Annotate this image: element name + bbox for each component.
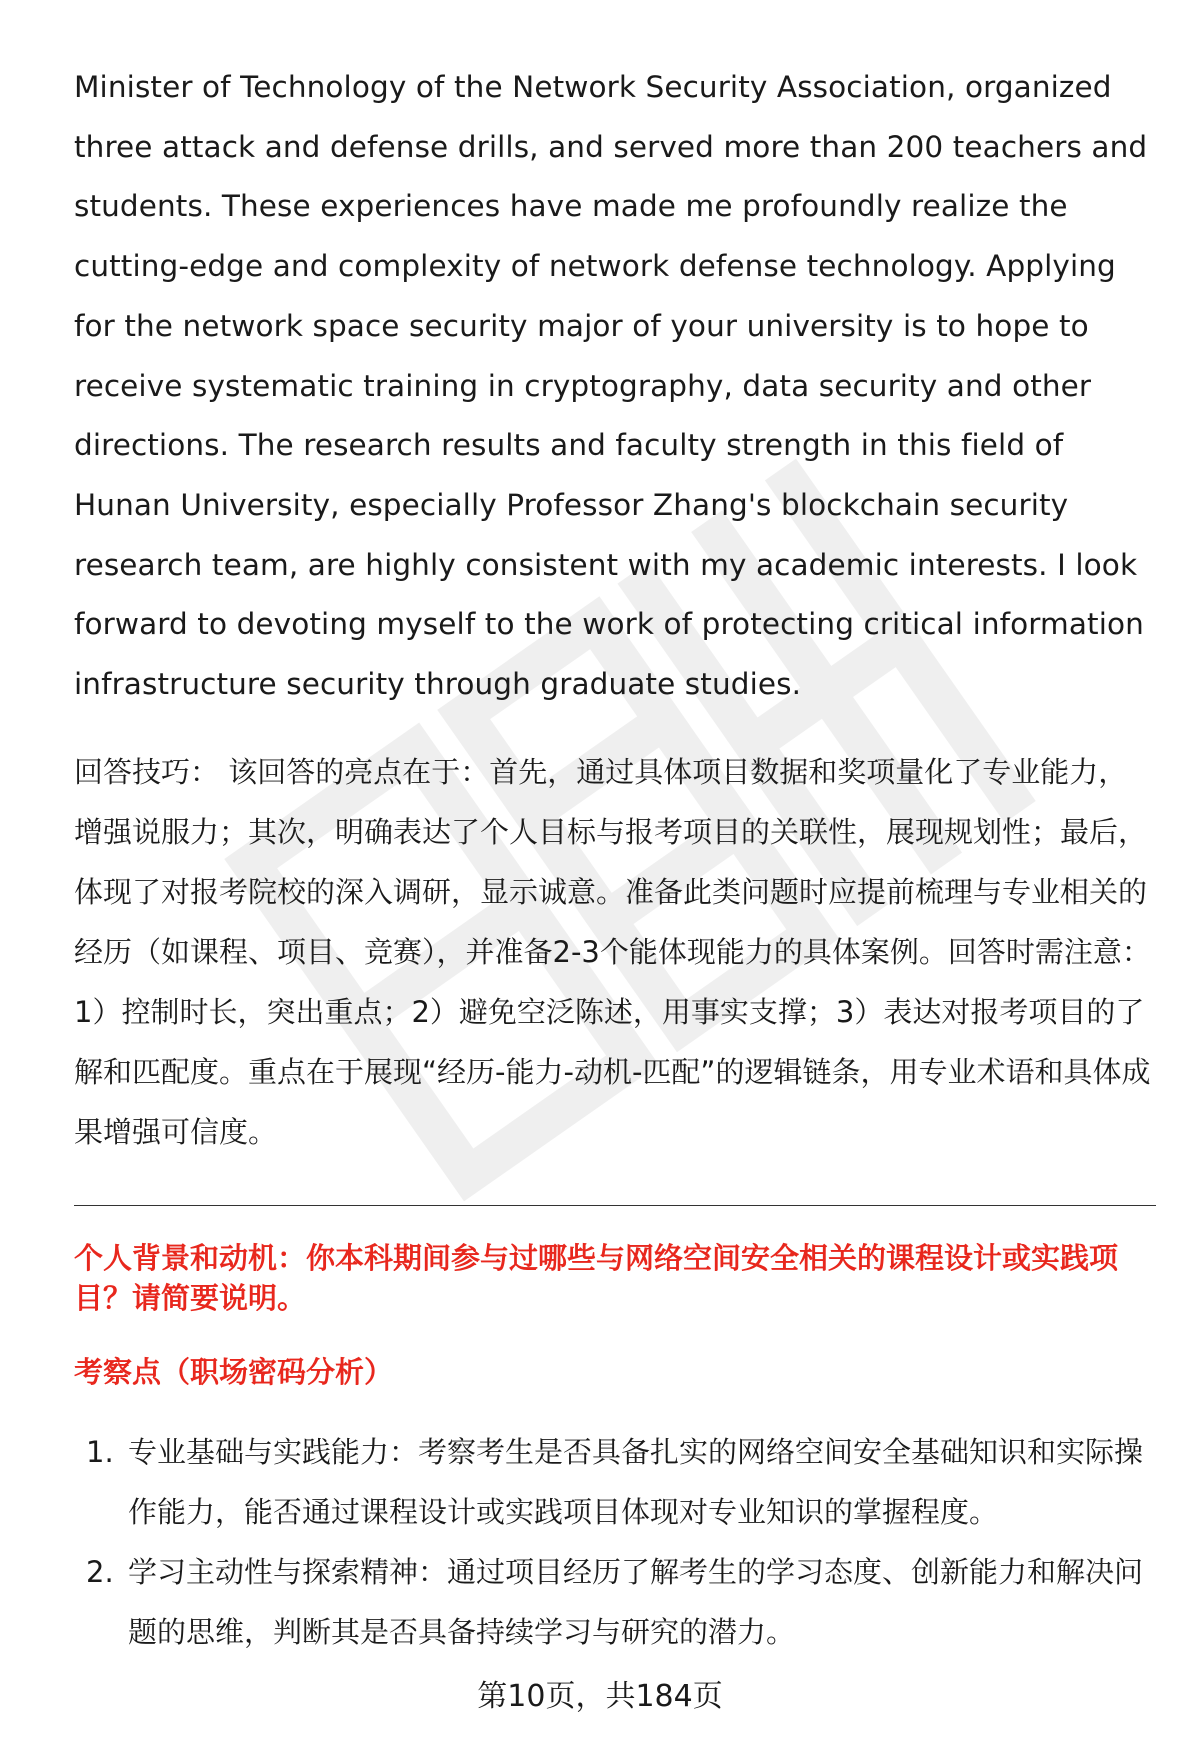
answer-tips-label: 回答技巧： xyxy=(74,755,220,789)
answer-tips-paragraph xyxy=(74,742,1154,1162)
section-divider xyxy=(74,1205,1156,1206)
page-footer: 第10页，共184页 xyxy=(477,1679,723,1714)
list-item-text: 专业基础与实践能力：考察考生是否具备扎实的网络空间安全基础知识和实际操作能力，能否通过课程设计或实践项目体现对专业知识的掌握程度。 xyxy=(128,1435,1144,1529)
answer-tips-text: 该回答的亮点在于：首先，通过具体项目数据和奖项量化了专业能力，增强说服力；其次，明确表达了个人目标与报考项目的关联性，展现规划性；最后，体现了对报考院校的深入调研，显示诚意。准备此类问题时应提前梳理与专业相关的经历（如课程、项目、竞赛），并准备2-3个能体现能力的具体案例。回答时需注意：1）控制时长，突出重点；2）避免空泛陈述，用事实支撑；3）表达对报考项目的了解和匹配度。重点在于展现“经历-能力-动机-匹配”的逻辑链条，用专业术语和具体成果增强可信度。 xyxy=(74,755,1151,1149)
list-item-text: 学习主动性与探索精神：通过项目经历了解考生的学习态度、创新能力和解决问题的思维，判断其是否具备持续学习与研究的潜力。 xyxy=(128,1555,1144,1649)
list-item-number: 1. xyxy=(86,1435,114,1469)
list-item-number: 2. xyxy=(86,1555,114,1589)
list-item xyxy=(74,1542,1156,1662)
assessment-points-list xyxy=(74,1422,1156,1662)
english-answer-paragraph: Minister of Technology of the Network Security Association, organized three attack and defense drills, and served more than 200 teachers and students. These experiences have made me profoundly realize the cutting-edge and complexity of network defense technology. Applying for the network space security major of your university is to hope to receive systematic training in cryptography, data security and other directions. The research results and faculty strength in this field of Hunan University, especially Professor Zhang's blockchain security research team, are highly consistent with my academic interests. I look forward to devoting myself to the work of protecting critical information infrastructure security through graduate studies. xyxy=(74,70,1148,702)
list-item xyxy=(74,1422,1156,1542)
question-title: 个人背景和动机：你本科期间参与过哪些与网络空间安全相关的课程设计或实践项目？请简要说明。 xyxy=(74,1241,1119,1315)
section-heading: 考察点（职场密码分析） xyxy=(74,1355,394,1389)
